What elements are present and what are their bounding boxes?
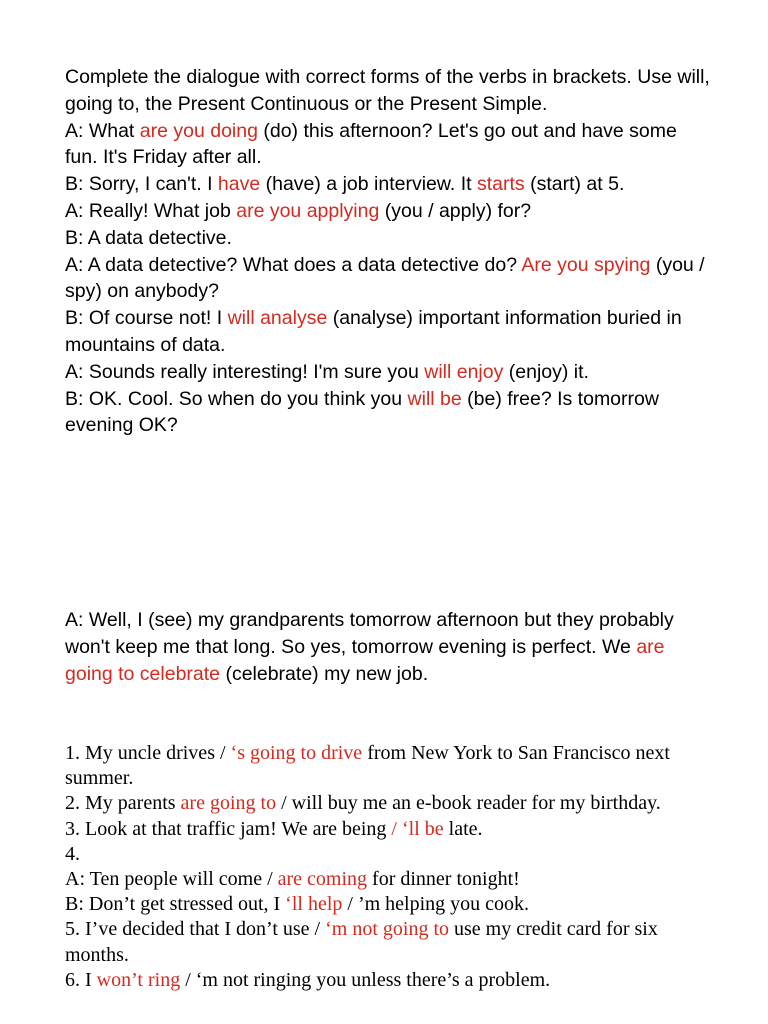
text-segment: 2. My parents <box>65 792 181 815</box>
answer-highlight: ‘s going to drive <box>230 742 363 764</box>
answer-highlight: ‘m not going to <box>325 918 449 941</box>
answer-highlight: will enjoy <box>424 360 504 383</box>
answer-highlight: are going to <box>180 792 277 815</box>
answer-highlight: / ‘ll be <box>391 817 444 840</box>
text-segment: (have) a job interview. It <box>260 173 477 196</box>
text-segment: B: Sorry, I can't. I <box>65 173 218 196</box>
text-segment: / ’m helping you cook. <box>342 893 530 916</box>
answer-highlight: Are you spying <box>521 253 651 276</box>
text-segment: 4. <box>65 842 80 865</box>
answer-highlight: are you doing <box>139 119 258 142</box>
text-line <box>65 867 710 892</box>
text-segment: (start) at 5. <box>524 173 625 196</box>
text-line <box>65 64 710 118</box>
answer-highlight: will analyse <box>227 307 328 330</box>
text-segment: use my credit card for six months. <box>65 918 658 966</box>
text-line <box>65 118 710 172</box>
text-segment: / ‘m not ringing you unless there’s a problem. <box>180 968 551 991</box>
instructions-dialogue <box>65 64 710 439</box>
text-line <box>65 741 710 791</box>
text-line <box>65 791 710 816</box>
text-segment: B: Don’t get stressed out, I <box>65 893 286 916</box>
text-segment: (be) free? Is tomorrow evening OK? <box>65 387 659 437</box>
text-segment: (analyse) important information buried in mountains of data. <box>65 307 682 356</box>
answer-highlight: are coming <box>277 868 368 891</box>
text-segment: (you / spy) on anybody? <box>65 253 705 303</box>
text-segment: (do) this afternoon? Let's go out and have some fun. It's Friday after all. <box>65 119 677 169</box>
text-segment: 3. Look at that traffic jam! We are being <box>65 817 392 840</box>
text-line <box>65 917 710 967</box>
text-segment: B: OK. Cool. So when do you think you <box>65 387 408 410</box>
text-segment: Complete the dialogue with correct forms of the verbs in brackets. Use will, going to, the Present Continuous or the Present Simple. <box>65 66 710 115</box>
answer-highlight: have <box>217 173 261 196</box>
text-line <box>65 359 710 386</box>
text-segment: (celebrate) my new job. <box>220 662 429 685</box>
text-segment: for dinner tonight! <box>367 868 520 891</box>
text-line <box>65 305 710 359</box>
answer-highlight: are going to celebrate <box>65 635 665 685</box>
text-line <box>65 198 710 225</box>
answer-highlight: won’t ring <box>96 968 181 991</box>
text-line <box>65 842 710 867</box>
text-line <box>65 607 710 687</box>
text-segment: A: A data detective? What does a data detective do? <box>65 253 522 276</box>
answer-highlight: are you applying <box>236 199 380 222</box>
text-segment: 5. I’ve decided that I don’t use / <box>65 918 326 941</box>
answer-highlight: will be <box>407 387 462 410</box>
text-segment: A: Well, I (see) my grandparents tomorrow afternoon but they probably won't keep me that long. So yes, tomorrow evening is perfect. We <box>65 609 674 658</box>
text-segment: A: Ten people will come / <box>65 868 278 891</box>
text-line <box>65 386 710 440</box>
text-segment: B: Of course not! I <box>65 307 228 330</box>
text-segment: A: What <box>65 119 140 142</box>
text-line <box>65 171 710 198</box>
text-line <box>65 817 710 842</box>
text-segment: B: A data detective. <box>65 226 232 249</box>
text-line <box>65 968 710 993</box>
text-line <box>65 252 710 306</box>
answer-highlight: starts <box>476 173 525 196</box>
text-segment: A: Really! What job <box>65 199 237 222</box>
text-segment: / will buy me an e-book reader for my birthday. <box>276 792 661 815</box>
text-segment: A: Sounds really interesting! I'm sure you <box>65 360 425 383</box>
text-line <box>65 892 710 917</box>
text-segment: 1. My uncle drives / <box>65 742 231 764</box>
text-line <box>65 225 710 252</box>
text-segment: from New York to San Francisco next summer. <box>65 742 670 790</box>
text-segment: (enjoy) it. <box>503 360 589 383</box>
text-segment: 6. I <box>65 968 97 991</box>
dialogue-continuation <box>65 607 710 687</box>
text-segment: late. <box>443 817 483 840</box>
answer-highlight: ‘ll help <box>285 893 343 916</box>
exercise-list <box>65 741 710 993</box>
text-segment: (you / apply) for? <box>379 199 532 222</box>
